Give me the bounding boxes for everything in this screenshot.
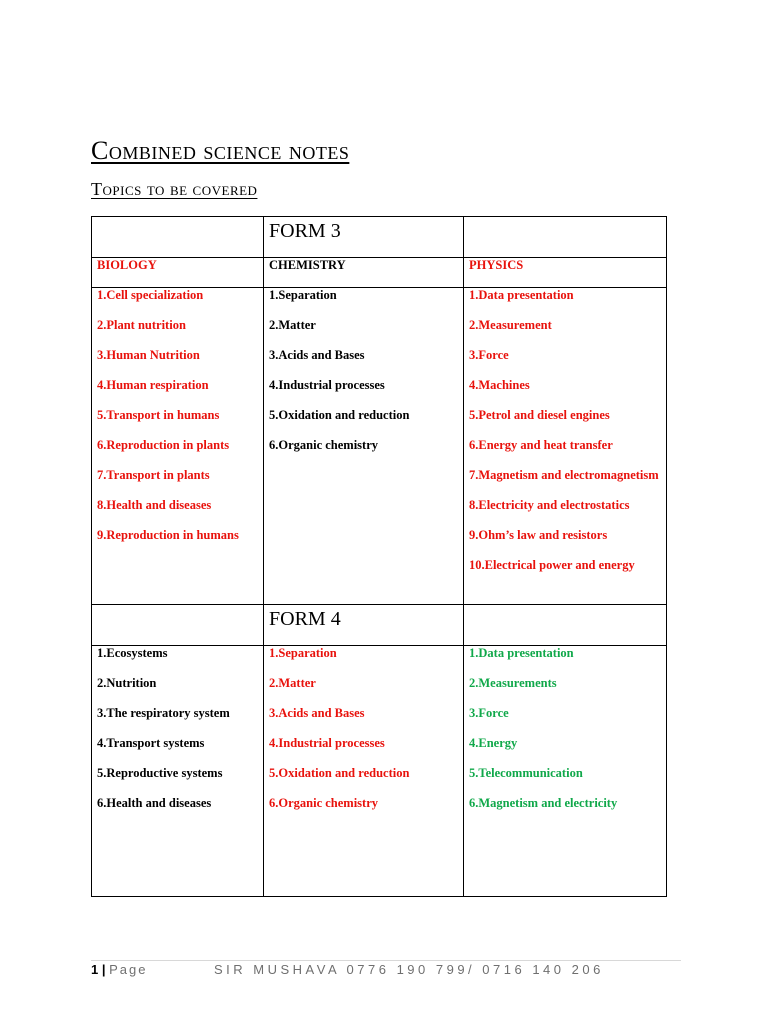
header-biology: BIOLOGY <box>92 258 264 288</box>
form3-header-row <box>92 258 667 288</box>
topic-item: 1.Separation <box>269 646 337 660</box>
form3-title-row <box>92 217 667 258</box>
form4-title-row <box>92 605 667 646</box>
topic-item: 8.Health and diseases <box>97 498 212 512</box>
topic-item: 2.Measurements <box>469 676 557 690</box>
form3-biology-list <box>97 288 258 543</box>
topic-item: 5.Transport in humans <box>97 408 220 422</box>
topic-item: 6.Health and diseases <box>97 796 212 810</box>
topic-item: 2.Measurement <box>469 318 552 332</box>
topic-item: 5.Telecommunication <box>469 766 583 780</box>
form4-physics-list <box>469 646 661 811</box>
page-label: Page <box>109 962 148 977</box>
topic-item: 5.Oxidation and reduction <box>269 766 410 780</box>
topic-item: 4.Industrial processes <box>269 378 385 392</box>
form4-chemistry-list <box>269 646 458 811</box>
topic-item: 1.Cell specialization <box>97 288 204 302</box>
topic-item: 1.Data presentation <box>469 288 574 302</box>
topic-item: 9.Ohm’s law and resistors <box>469 528 608 542</box>
topic-item: 6.Organic chemistry <box>269 796 379 810</box>
topic-item: 3.Force <box>469 706 509 720</box>
page-footer <box>91 962 681 977</box>
topic-item: 4.Human respiration <box>97 378 209 392</box>
topic-item: 4.Energy <box>469 736 518 750</box>
topic-item: 3.Human Nutrition <box>97 348 200 362</box>
topic-item: 3.The respiratory system <box>97 706 230 720</box>
topic-item: 4.Machines <box>469 378 530 392</box>
topic-item: 8.Electricity and electrostatics <box>469 498 630 512</box>
form3-chemistry-list <box>269 288 458 453</box>
topic-item: 5.Oxidation and reduction <box>269 408 410 422</box>
topic-item: 6.Organic chemistry <box>269 438 379 452</box>
topic-item: 9.Reproduction in humans <box>97 528 239 542</box>
page-number: 1 <box>91 962 99 977</box>
footer-divider <box>91 960 681 961</box>
form4-topics-row <box>92 646 667 897</box>
form4-title: FORM 4 <box>269 608 341 630</box>
topic-item: 2.Matter <box>269 318 316 332</box>
topic-item: 4.Transport systems <box>97 736 205 750</box>
header-physics: PHYSICS <box>464 258 667 288</box>
page-separator: | <box>101 962 106 977</box>
topic-item: 1.Data presentation <box>469 646 574 660</box>
footer-contact: SIR MUSHAVA 0776 190 799/ 0716 140 206 <box>214 962 604 977</box>
form3-physics-list <box>469 288 661 573</box>
topic-item: 7.Magnetism and electromagnetism <box>469 468 659 482</box>
topic-item: 2.Nutrition <box>97 676 157 690</box>
form3-title: FORM 3 <box>269 220 341 242</box>
topic-item: 2.Matter <box>269 676 316 690</box>
topic-item: 1.Separation <box>269 288 337 302</box>
topic-item: 10.Electrical power and energy <box>469 558 635 572</box>
topics-table <box>91 216 667 897</box>
topic-item: 5.Petrol and diesel engines <box>469 408 610 422</box>
topic-item: 6.Magnetism and electricity <box>469 796 618 810</box>
topic-item: 3.Acids and Bases <box>269 348 365 362</box>
topic-item: 4.Industrial processes <box>269 736 385 750</box>
form4-biology-list <box>97 646 258 811</box>
topic-item: 7.Transport in plants <box>97 468 210 482</box>
topic-item: 1.Ecosystems <box>97 646 168 660</box>
document-title: Combined science notes <box>91 136 350 165</box>
topic-item: 2.Plant nutrition <box>97 318 186 332</box>
topic-item: 3.Force <box>469 348 509 362</box>
form3-topics-row <box>92 288 667 605</box>
topic-item: 6.Energy and heat transfer <box>469 438 613 452</box>
document-subtitle: Topics to be covered <box>91 179 258 199</box>
topic-item: 5.Reproductive systems <box>97 766 223 780</box>
topic-item: 6.Reproduction in plants <box>97 438 230 452</box>
topic-item: 3.Acids and Bases <box>269 706 365 720</box>
header-chemistry: CHEMISTRY <box>264 258 464 288</box>
